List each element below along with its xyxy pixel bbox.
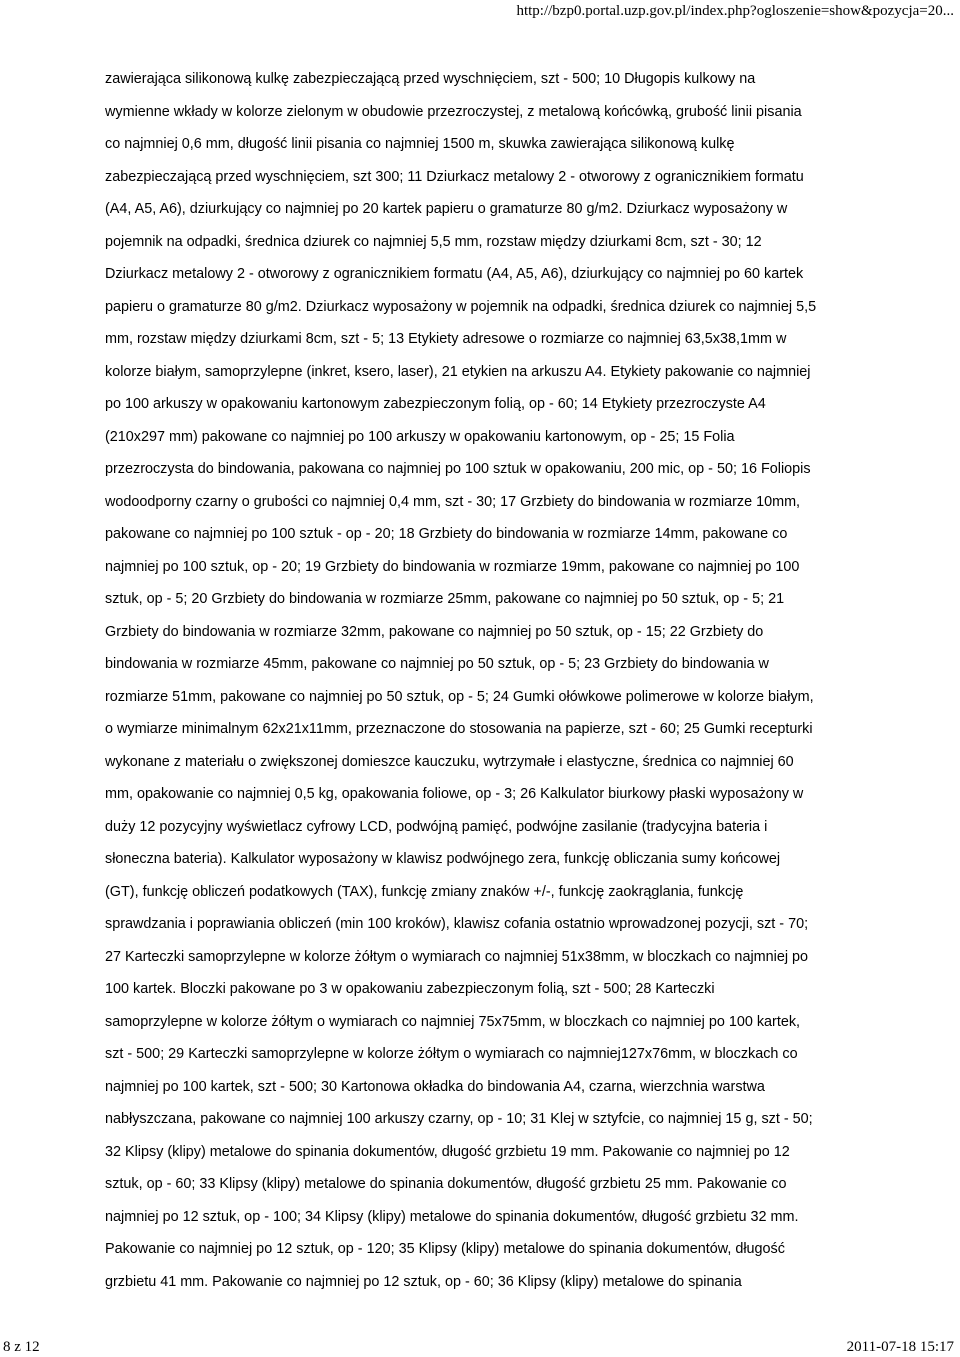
text-line: sprawdzania i poprawiania obliczeń (min 100 kroków), klawisz cofania ostatnio wprowadzonej pozycji, szt - 70; — [105, 916, 809, 932]
text-line: pakowane co najmniej po 100 sztuk - op - 20; 18 Grzbiety do bindowania w rozmiarze 14mm, pakowane co — [105, 526, 788, 542]
text-line: Pakowanie co najmniej po 12 sztuk, op - 120; 35 Klipsy (klipy) metalowe do spinania dokumentów, długość — [105, 1241, 785, 1257]
text-line: przezroczysta do bindowania, pakowana co najmniej po 100 sztuk w opakowaniu, 200 mic, op - 50; 16 Foliopis — [105, 461, 811, 477]
text-line: 27 Karteczki samoprzylepne w kolorze żółtym o wymiarach co najmniej 51x38mm, w bloczkach co najmniej po — [105, 948, 809, 965]
text-line: szt - 500; 29 Karteczki samoprzylepne w kolorze żółtym o wymiarach co najmniej127x76mm, w bloczkach co — [105, 1046, 798, 1062]
text-line: sztuk, op - 60; 33 Klipsy (klipy) metalowe do spinania dokumentów, długość grzbietu 25 mm. Pakowanie co — [105, 1176, 787, 1192]
text-line: (A4, A5, A6), dziurkujący co najmniej po 20 kartek papieru o gramaturze 80 g/m2. Dziurkacz wyposażony w — [105, 201, 788, 217]
text-line: słoneczna bateria). Kalkulator wyposażony w klawisz podwójnego zera, funkcję obliczania sumy końcowej — [105, 851, 781, 867]
print-datetime: 2011-07-18 15:17 — [846, 1339, 954, 1355]
text-line: mm, rozstaw między dziurkami 8cm, szt - 5; 13 Etykiety adresowe o rozmiarze co najmniej 63,5x38,1mm w — [105, 331, 787, 347]
text-line: co najmniej 0,6 mm, długość linii pisania co najmniej 1500 m, skuwka zawierająca silikonową kulkę — [105, 136, 735, 152]
text-line: sztuk, op - 5; 20 Grzbiety do bindowania w rozmiarze 25mm, pakowane co najmniej po 50 sztuk, op - 5; 21 — [105, 591, 785, 607]
text-line: Grzbiety do bindowania w rozmiarze 32mm, pakowane co najmniej po 50 sztuk, op - 15; 22 Grzbiety do — [105, 623, 764, 640]
text-line: 100 kartek. Bloczki pakowane po 3 w opakowaniu zabezpieczonym folią, szt - 500; 28 Karteczki — [105, 981, 715, 997]
text-line: o wymiarze minimalnym 62x21x11mm, przeznaczone do stosowania na papierze, szt - 60; 25 Gumki recepturki — [105, 721, 813, 737]
text-line: najmniej po 100 kartek, szt - 500; 30 Kartonowa okładka do bindowania A4, czarna, wierzchnia warstwa — [105, 1078, 765, 1095]
text-line: kolorze białym, samoprzylepne (inkret, ksero, laser), 21 etykien na arkuszu A4. Etykiety pakowanie co najmniej — [105, 363, 811, 380]
text-line: nabłyszczana, pakowane co najmniej 100 arkuszy czarny, op - 10; 31 Klej w sztyfcie, co najmniej 15 g, szt - 50; — [105, 1111, 813, 1127]
text-line: (210x297 mm) pakowane co najmniej po 100 arkuszy w opakowaniu kartonowym, op - 25; 15 Folia — [105, 428, 735, 445]
text-line: Dziurkacz metalowy 2 - otworowy z ogranicznikiem formatu (A4, A5, A6), dziurkujący co najmniej po 60 kartek — [105, 266, 804, 282]
text-line: pojemnik na odpadki, średnica dziurek co najmniej 5,5 mm, rozstaw między dziurkami 8cm, szt - 30; 12 — [105, 233, 762, 250]
text-line: najmniej po 12 sztuk, op - 100; 34 Klipsy (klipy) metalowe do spinania dokumentów, długość grzbietu 32 mm. — [105, 1208, 799, 1225]
text-line: wodoodporny czarny o grubości co najmniej 0,4 mm, szt - 30; 17 Grzbiety do bindowania w rozmiarze 10mm, — [105, 493, 801, 510]
text-line: mm, opakowanie co najmniej 0,5 kg, opakowania foliowe, op - 3; 26 Kalkulator biurkowy płaski wyposażony w — [105, 786, 804, 802]
text-line: bindowania w rozmiarze 45mm, pakowane co najmniej po 50 sztuk, op - 5; 23 Grzbiety do bindowania w — [105, 656, 769, 672]
print-header-url: http://bzp0.portal.uzp.gov.pl/index.php?ogloszenie=show&pozycja=20... — [516, 3, 954, 19]
text-line: papieru o gramaturze 80 g/m2. Dziurkacz wyposażony w pojemnik na odpadki, średnica dziurek co najmniej 5,5 — [105, 298, 817, 315]
page-number: 8 z 12 — [3, 1339, 40, 1355]
text-line: rozmiarze 51mm, pakowane co najmniej po 50 sztuk, op - 5; 24 Gumki ołówkowe polimerowe w kolorze białym, — [105, 688, 814, 705]
text-line: zawierająca silikonową kulkę zabezpieczającą przed wyschnięciem, szt - 500; 10 Długopis kulkowy na — [105, 71, 756, 87]
text-line: 32 Klipsy (klipy) metalowe do spinania dokumentów, długość grzbietu 19 mm. Pakowanie co najmniej po 12 — [105, 1143, 790, 1160]
text-line: najmniej po 100 sztuk, op - 20; 19 Grzbiety do bindowania w rozmiarze 19mm, pakowane co najmniej po 100 — [105, 558, 800, 575]
text-line: wymienne wkłady w kolorze zielonym w obudowie przezroczystej, z metalową końcówką, grubość linii pisania — [105, 103, 802, 120]
text-line: (GT), funkcję obliczeń podatkowych (TAX), funkcję zmiany znaków +/-, funkcję zaokrąglania, funkcję — [105, 883, 744, 900]
text-line: duży 12 pozycyjny wyświetlacz cyfrowy LCD, podwójną pamięć, podwójne zasilanie (tradycyjna bateria i — [105, 818, 768, 835]
text-line: wykonane z materiału o zwiększonej domieszce kauczuku, wytrzymałe i elastyczne, średnica co najmniej 60 — [105, 753, 794, 770]
text-line: samoprzylepne w kolorze żółtym o wymiarach co najmniej 75x75mm, w bloczkach co najmniej po 100 kartek, — [105, 1013, 801, 1030]
document-body — [105, 63, 895, 1298]
text-line: zabezpieczającą przed wyschnięciem, szt 300; 11 Dziurkacz metalowy 2 - otworowy z ogranicznikiem formatu — [105, 168, 804, 185]
text-line: po 100 arkuszy w opakowaniu kartonowym zabezpieczonym folią, op - 60; 14 Etykiety przezroczyste A4 — [105, 396, 766, 412]
text-line: grzbietu 41 mm. Pakowanie co najmniej po 12 sztuk, op - 60; 36 Klipsy (klipy) metalowe do spinania — [105, 1273, 742, 1290]
